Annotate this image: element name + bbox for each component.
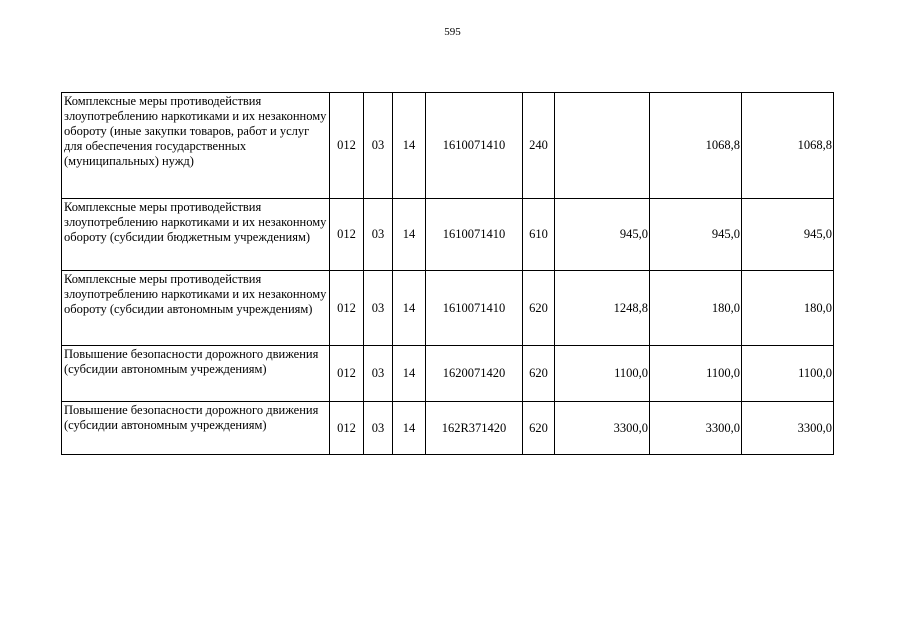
amount-3-cell: 1100,0 <box>742 346 834 402</box>
amount-3-cell: 945,0 <box>742 199 834 271</box>
amount-1-cell: 3300,0 <box>555 402 650 455</box>
expense-type-cell: 620 <box>523 346 555 402</box>
table-row <box>62 346 834 402</box>
table-row <box>62 199 834 271</box>
target-article-cell: 162R371420 <box>426 402 523 455</box>
ministry-code-cell: 012 <box>330 199 364 271</box>
expense-type-cell: 620 <box>523 402 555 455</box>
table-row <box>62 402 834 455</box>
amount-3-cell: 3300,0 <box>742 402 834 455</box>
ministry-code-cell: 012 <box>330 93 364 199</box>
target-article-cell: 1610071410 <box>426 93 523 199</box>
ministry-code-cell: 012 <box>330 402 364 455</box>
amount-3-cell: 180,0 <box>742 271 834 346</box>
row-name-cell: Комплексные меры противодействия злоупотреблению наркотиками и их незаконному обороту (иные закупки товаров, работ и услуг для обеспечения государственных (муниципальных) нужд) <box>62 93 330 199</box>
budget-table <box>61 92 834 455</box>
target-article-cell: 1620071420 <box>426 346 523 402</box>
row-name-cell: Повышение безопасности дорожного движения (субсидии автономным учреждениям) <box>62 402 330 455</box>
table-row <box>62 93 834 199</box>
amount-1-cell: 945,0 <box>555 199 650 271</box>
amount-2-cell: 180,0 <box>650 271 742 346</box>
table-row <box>62 271 834 346</box>
expense-type-cell: 240 <box>523 93 555 199</box>
section-code-cell: 03 <box>364 271 393 346</box>
section-code-cell: 03 <box>364 402 393 455</box>
row-name-cell: Комплексные меры противодействия злоупотреблению наркотиками и их незаконному обороту (субсидии бюджетным учреждениям) <box>62 199 330 271</box>
amount-1-cell <box>555 93 650 199</box>
subsection-code-cell: 14 <box>393 93 426 199</box>
amount-1-cell: 1100,0 <box>555 346 650 402</box>
amount-2-cell: 1100,0 <box>650 346 742 402</box>
amount-2-cell: 945,0 <box>650 199 742 271</box>
amount-2-cell: 3300,0 <box>650 402 742 455</box>
ministry-code-cell: 012 <box>330 346 364 402</box>
expense-type-cell: 620 <box>523 271 555 346</box>
subsection-code-cell: 14 <box>393 346 426 402</box>
section-code-cell: 03 <box>364 199 393 271</box>
subsection-code-cell: 14 <box>393 271 426 346</box>
amount-3-cell: 1068,8 <box>742 93 834 199</box>
expense-type-cell: 610 <box>523 199 555 271</box>
page-number: 595 <box>444 26 461 38</box>
row-name-cell: Повышение безопасности дорожного движения (субсидии автономным учреждениям) <box>62 346 330 402</box>
row-name-cell: Комплексные меры противодействия злоупотреблению наркотиками и их незаконному обороту (субсидии автономным учреждениям) <box>62 271 330 346</box>
target-article-cell: 1610071410 <box>426 271 523 346</box>
section-code-cell: 03 <box>364 93 393 199</box>
section-code-cell: 03 <box>364 346 393 402</box>
target-article-cell: 1610071410 <box>426 199 523 271</box>
amount-2-cell: 1068,8 <box>650 93 742 199</box>
subsection-code-cell: 14 <box>393 199 426 271</box>
ministry-code-cell: 012 <box>330 271 364 346</box>
amount-1-cell: 1248,8 <box>555 271 650 346</box>
subsection-code-cell: 14 <box>393 402 426 455</box>
